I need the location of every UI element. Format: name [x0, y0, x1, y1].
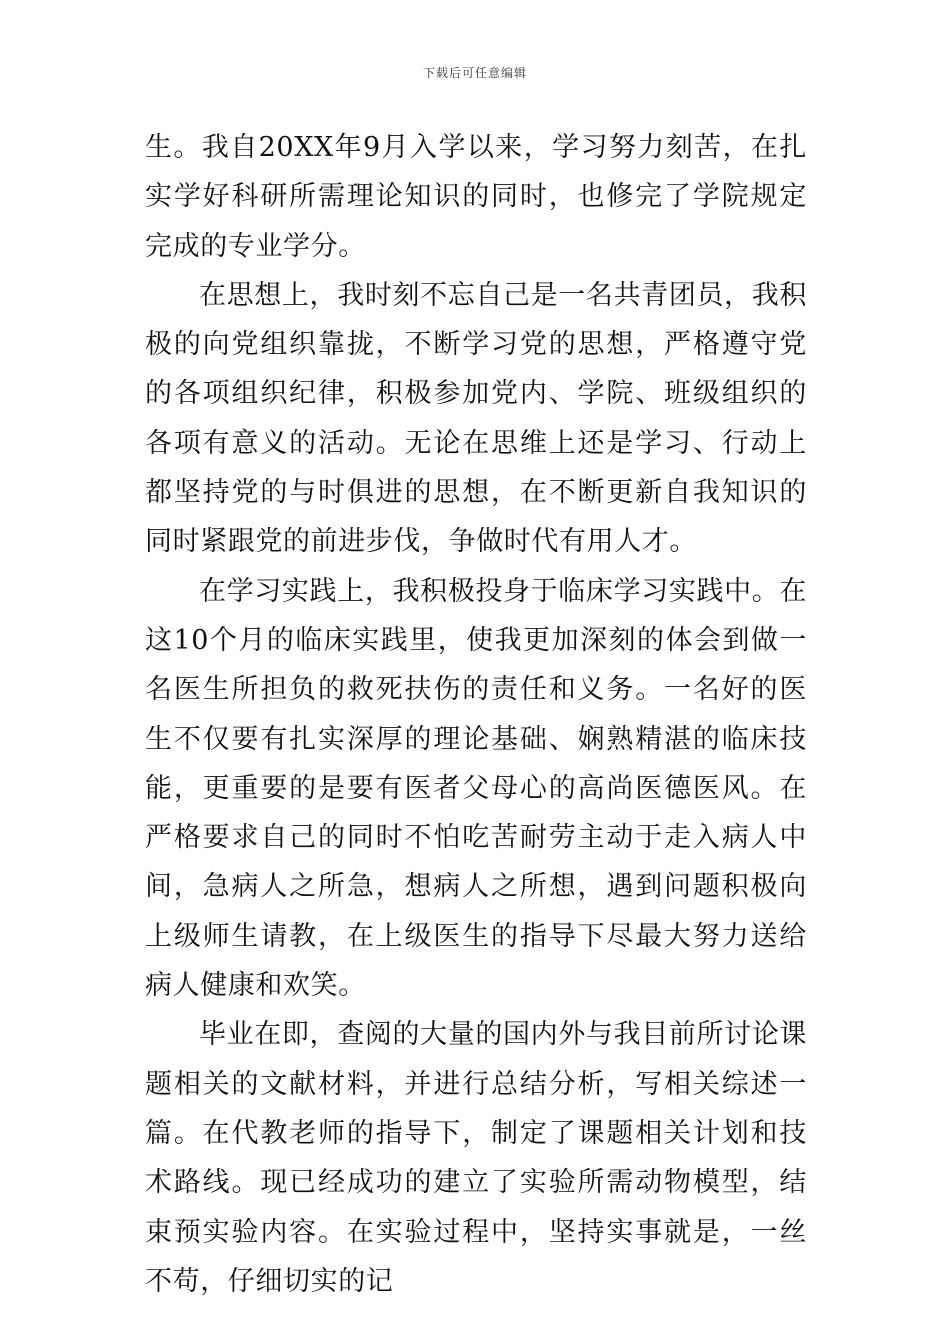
paragraph-ideology: 在思想上，我时刻不忘自己是一名共青团员，我积极的向党组织靠拢，不断学习党的思想，严格遵守党的各项组织纪律，积极参加党内、学院、班级组织的各项有意义的活动。无论在思维上还是学习、行动上都坚持党的与时俱进的思想，在不断更新自我知识的同时紧跟党的前进步伐，争做时代有用人才。 [145, 279, 807, 558]
page-header: 下载后可任意编辑 [422, 66, 527, 80]
document-body [145, 123, 807, 1306]
paragraph-clinical-practice: 在学习实践上，我积极投身于临床学习实践中。在这10个月的临床实践里，使我更加深刻的体会到做一名医生所担负的救死扶伤的责任和义务。一名好的医生不仅要有扎实深厚的理论基础、娴熟精湛的临床技能，更重要的是要有医者父母心的高尚医德医风。在严格要求自己的同时不怕吃苦耐劳主动于走入病人中间，急病人之所急，想病人之所想，遇到问题积极向上级师生请教，在上级医生的指导下尽最大努力送给病人健康和欢笑。 [145, 575, 807, 1002]
paragraph-graduation-research: 毕业在即，查阅的大量的国内外与我目前所讨论课题相关的文献材料，并进行总结分析，写相关综述一篇。在代教老师的指导下，制定了课题相关计划和技术路线。现已经成功的建立了实验所需动物模型，结束预实验内容。在实验过程中，坚持实事就是，一丝不苟，仔细切实的记 [145, 1019, 807, 1297]
paragraph-continuation: 生。我自20XX年9月入学以来，学习努力刻苦，在扎实学好科研所需理论知识的同时，也修完了学院规定完成的专业学分。 [145, 132, 807, 262]
